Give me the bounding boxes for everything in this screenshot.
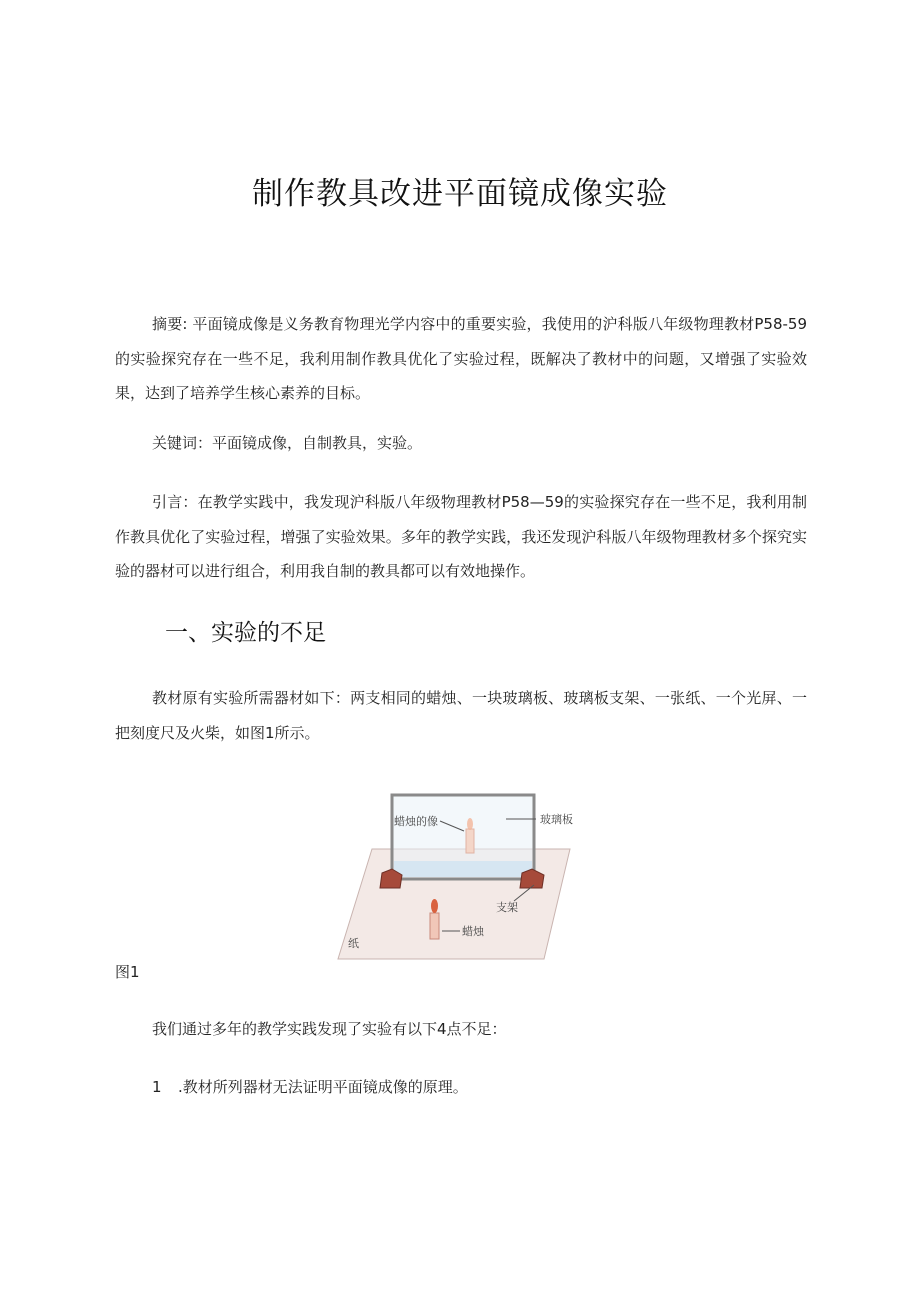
candle-image-flame bbox=[467, 818, 473, 830]
label-paper: 纸 bbox=[348, 937, 359, 950]
keywords-paragraph: 关键词：平面镜成像，自制教具，实验。 bbox=[152, 434, 423, 452]
candle-image bbox=[466, 829, 474, 853]
list-item-text: .教材所列器材无法证明平面镜成像的原理。 bbox=[178, 1078, 468, 1096]
mirror-experiment-diagram bbox=[334, 791, 596, 961]
label-candle-image: 蜡烛的像 bbox=[394, 815, 438, 828]
figure-caption: 图1 bbox=[115, 963, 140, 981]
candle-flame bbox=[431, 899, 438, 913]
label-glass: 玻璃板 bbox=[540, 813, 573, 826]
list-item-number: 1 bbox=[152, 1078, 162, 1096]
abstract-paragraph: 摘要: 平面镜成像是义务教育物理光学内容中的重要实验，我使用的沪科版八年级物理教材P58-59的实验探究存在一些不足，我利用制作教具优化了实验过程，既解决了教材中的问题，又增强了实验效果，达到了培养学生核心素养的目标。 bbox=[115, 315, 807, 402]
list-item bbox=[152, 1070, 468, 1105]
candle bbox=[430, 913, 439, 939]
glass-reflection bbox=[394, 861, 532, 877]
shortcomings-intro: 我们通过多年的教学实践发现了实验有以下4点不足： bbox=[152, 1020, 507, 1038]
label-stand: 支架 bbox=[496, 901, 518, 914]
section-heading: 一、实验的不足 bbox=[165, 620, 326, 646]
page-title: 制作教具改进平面镜成像实验 bbox=[252, 176, 668, 212]
materials-paragraph: 教材原有实验所需器材如下：两支相同的蜡烛、一块玻璃板、玻璃板支架、一张纸、一个光屏、一把刻度尺及火柴，如图1所示。 bbox=[115, 689, 807, 742]
label-candle: 蜡烛 bbox=[462, 925, 484, 938]
intro-paragraph: 引言：在教学实践中，我发现沪科版八年级物理教材P58—59的实验探究存在一些不足，我利用制作教具优化了实验过程，增强了实验效果。多年的教学实践，我还发现沪科版八年级物理教材多个探究实验的器材可以进行组合，利用我自制的教具都可以有效地操作。 bbox=[115, 493, 807, 580]
figure-1-illustration bbox=[334, 791, 596, 961]
